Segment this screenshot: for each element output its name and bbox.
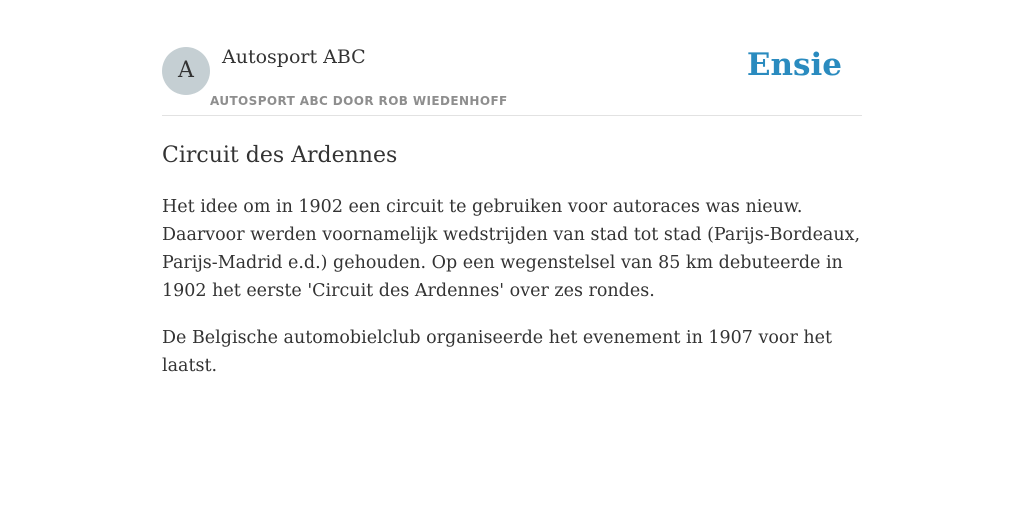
article-header bbox=[162, 0, 862, 116]
article-paragraph: Het idee om in 1902 een circuit te gebruiken voor autoraces was nieuw. Daarvoor werden voornamelijk wedstrijden van stad tot stad (Parijs-Bordeaux, Parijs-Madrid e.d.) gehouden. Op een wegenstelsel van 85 km debuteerde in 1902 het eerste 'Circuit des Ardennes' over zes rondes. bbox=[162, 197, 861, 301]
article-paragraph: De Belgische automobielclub organiseerde het evenement in 1907 voor het laatst. bbox=[162, 328, 833, 376]
author-name[interactable]: Autosport ABC bbox=[222, 46, 366, 68]
author-avatar[interactable]: A bbox=[162, 47, 210, 95]
byline: AUTOSPORT ABC DOOR ROB WIEDENHOFF bbox=[210, 94, 508, 108]
article-title: Circuit des Ardennes bbox=[162, 143, 398, 168]
brand-logo[interactable]: Ensie bbox=[746, 47, 842, 83]
article-container bbox=[162, 0, 862, 380]
